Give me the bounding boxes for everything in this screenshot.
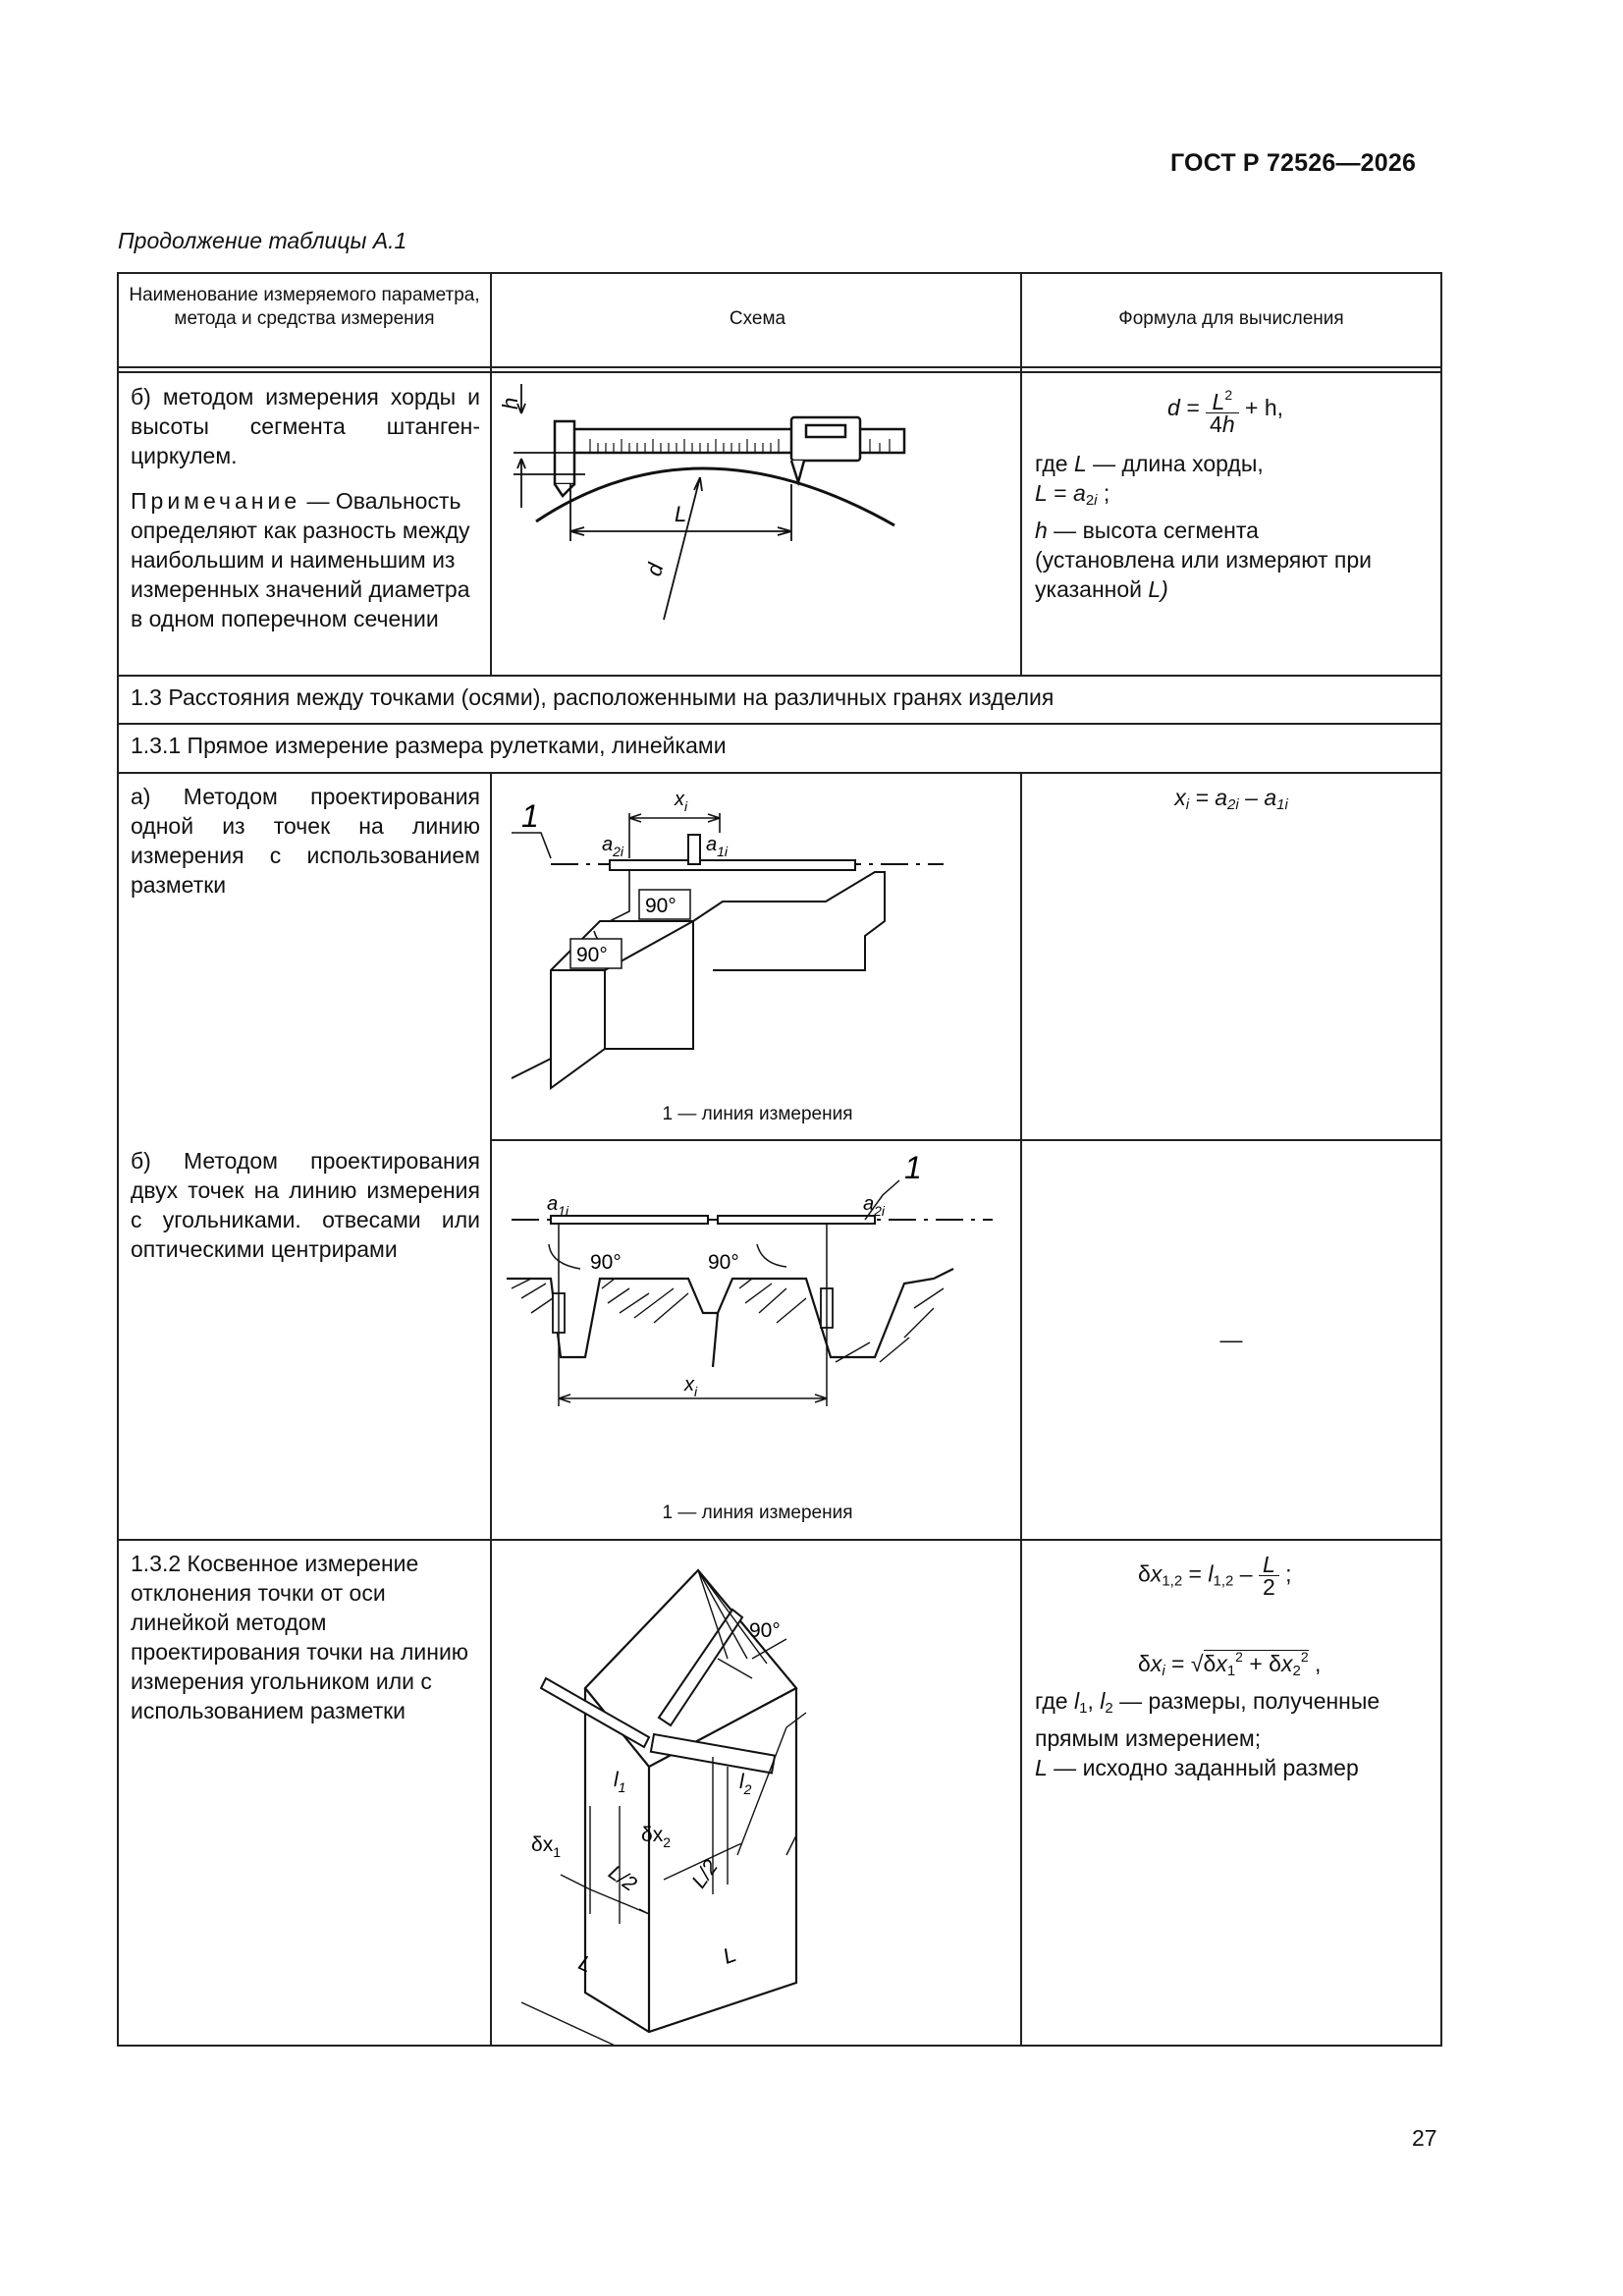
arc-shape — [536, 468, 894, 525]
projection-two-points-text: б) Методом проектирования двух точек на линию измерения с угольниками. отвесами или оптическими центрирами — [131, 1148, 480, 1262]
header-divider-second — [117, 371, 1442, 373]
row-divider — [117, 723, 1442, 725]
label-xi: $x_i$ — [684, 1374, 698, 1399]
where-line-3: h — высота сегмента — [1035, 518, 1259, 543]
projection-one-point-diagram — [492, 774, 1020, 1139]
label-angle-left: 90° — [576, 944, 608, 966]
page-number: 27 — [1412, 2125, 1437, 2151]
note-label: Примечание — [131, 488, 301, 514]
projection-two-points-caption: 1 — линия измерения — [662, 1503, 853, 1523]
document-standard-number: ГОСТ Р 72526—2026 — [1170, 149, 1417, 177]
label-L: L — [675, 502, 687, 526]
label-half-right: L/2 — [687, 1855, 723, 1892]
projection-one-point-caption: 1 — линия измерения — [662, 1104, 853, 1124]
row-divider — [117, 675, 1442, 677]
label-angle: 90° — [749, 1619, 781, 1642]
label-xi: $x_i$ — [675, 789, 688, 814]
column-header-formula: Формула для вычисления — [1118, 308, 1344, 329]
table-border-right — [1440, 272, 1442, 2047]
note-text: — Овальность определяют как разность между наибольшим и наименьшим из измеренных значений диаметра в одном поперечном сечении — [131, 488, 470, 631]
header-divider — [117, 366, 1442, 368]
deviation-formula-2: $\delta xi = √\delta x1^2 + \delta x2^2$ , — [1138, 1649, 1322, 1679]
label-angle-left: 90° — [590, 1251, 622, 1274]
label-angle-right: 90° — [708, 1251, 739, 1274]
label-1: 1 — [521, 798, 539, 834]
projection-two-points-diagram — [492, 1141, 1020, 1500]
table-border-left — [117, 272, 119, 2047]
projection-one-point-text: а) Методом проектирования одной из точек на линию измерения с использованием разметки — [131, 784, 480, 898]
label-1: 1 — [904, 1150, 922, 1185]
block-shapes — [512, 872, 885, 1088]
caliper-chord-diagram — [492, 374, 1020, 675]
label-a1i: $a_{1i}$ — [547, 1193, 569, 1219]
dimension-arrows — [512, 813, 720, 947]
where-line-1: где L — длина хорды, — [1035, 451, 1264, 476]
formula-fraction: $\frac{L^2}{4h}$ — [1206, 384, 1239, 435]
surface-profile — [507, 1269, 953, 1367]
chord-formula-where — [1035, 449, 1433, 604]
label-h: h — [498, 397, 522, 410]
label-l2: $l_2$ — [739, 1771, 752, 1797]
label-L-right: L — [719, 1941, 739, 1969]
projection-one-point-formula: xi = a2i – a1i — [1174, 785, 1288, 813]
ruler-icon — [610, 835, 855, 870]
column-header-scheme: Схема — [729, 308, 786, 329]
section-1-3-1-heading: 1.3.1 Прямое измерение размера рулетками, линейками — [131, 733, 727, 758]
label-a2i: $a_{2i}$ — [863, 1193, 886, 1219]
where-line-4: (установлена или измеряют при указанной L) — [1035, 547, 1373, 602]
projection-two-points-formula: — — [1219, 1327, 1243, 1352]
table-continuation-caption: Продолжение таблицы А.1 — [118, 228, 407, 253]
chord-method-text: б) методом измерения хорды и высоты сегмента штанген-циркулем. — [131, 384, 480, 468]
where-line-2: L = a2i ; — [1035, 480, 1110, 509]
dimension-arrows — [549, 1180, 899, 1406]
where-line-2: L — исходно заданный размер — [1035, 1755, 1359, 1780]
chord-method-note — [131, 486, 480, 633]
measurement-methods-table — [117, 272, 1442, 2046]
col-divider-2 — [1020, 272, 1022, 675]
section-1-3-heading: 1.3 Расстояния между точками (осями), расположенными на различных гранях изделия — [131, 684, 1055, 710]
label-angle-top: 90° — [645, 895, 676, 917]
where-line-1: где l1, l2 — размеры, полученные прямым измерением; — [1035, 1688, 1380, 1751]
label-L-left: L — [574, 1949, 597, 1978]
label-half-left: L/2 — [604, 1861, 641, 1896]
table-border-top — [117, 272, 1442, 274]
indirect-measurement-text: 1.3.2 Косвенное измерение отклонения точки от оси линейкой методом проектирования точки на линию измерения угольником или с использованием разметки — [131, 1551, 469, 1723]
table-border-bottom — [117, 2045, 1442, 2047]
label-dx2: $\delta x_2$ — [641, 1824, 671, 1850]
label-dx1: $\delta x_1$ — [531, 1833, 561, 1860]
label-a2i: $a_{2i}$ — [602, 834, 624, 859]
square-tool-icon — [541, 1610, 775, 1773]
label-d: d — [641, 560, 669, 579]
dimension-lines — [514, 384, 791, 620]
label-l1: $l_1$ — [614, 1769, 626, 1795]
deviation-formula-1: δx1,2 = l1,2 – $\frac{L}{2}$ ; — [1138, 1552, 1292, 1600]
col-divider-2-lower — [1020, 772, 1022, 2047]
chord-formula: d = $\frac{L^2}{4h}$ + h, — [1167, 384, 1413, 435]
label-a1i: $a_{1i}$ — [706, 834, 729, 859]
column-header-parameter: Наименование измеряемого параметра, метода и средства измерения — [129, 285, 480, 329]
indirect-measurement-diagram — [492, 1541, 1020, 2045]
indirect-formula-where — [1035, 1686, 1433, 1782]
